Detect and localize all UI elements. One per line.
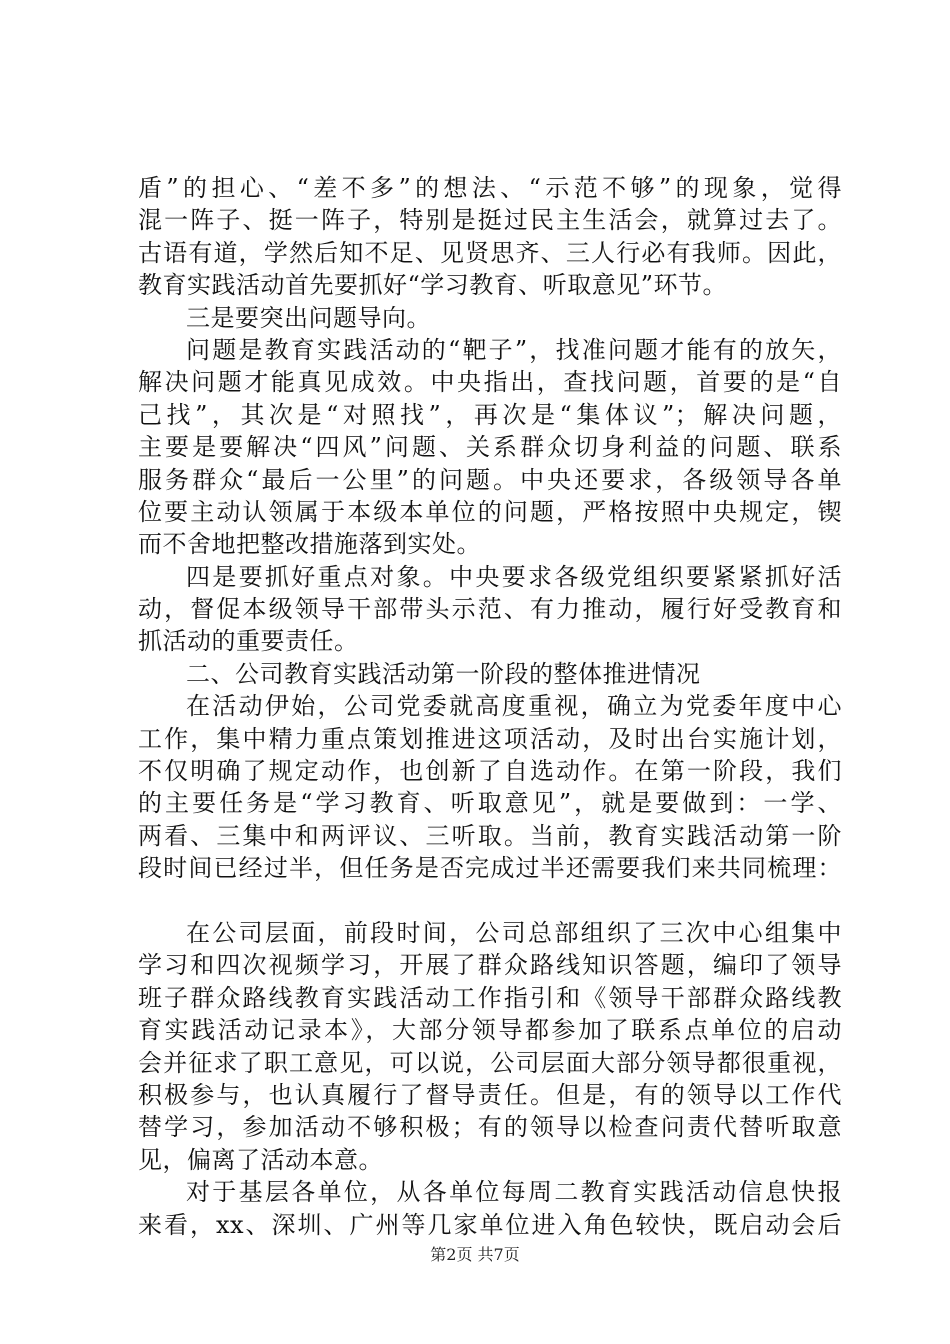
text-line: 己找”，其次是“对照找”，再次是“集体议”；解决问题， xyxy=(138,400,842,429)
text-line: 会并征求了职工意见，可以说，公司层面大部分领导都很重视， xyxy=(138,1048,842,1077)
document-body xyxy=(138,172,842,1241)
page-number-footer: 第2页 共7页 xyxy=(430,1245,520,1264)
text-line: 教育实践活动首先要抓好“学习教育、听取意见”环节。 xyxy=(138,271,728,300)
text-line: 积极参与，也认真履行了督导责任。但是，有的领导以工作代 xyxy=(138,1080,842,1109)
text-line: 替学习，参加活动不够积极；有的领导以检查问责代替听取意 xyxy=(138,1113,842,1142)
text-line: 不仅明确了规定动作，也创新了自选动作。在第一阶段，我们 xyxy=(138,757,842,786)
text-line: 班子群众路线教育实践活动工作指引和《领导干部群众路线教 xyxy=(138,983,842,1012)
text-line: 来看，xx、深圳、广州等几家单位进入角色较快，既启动会后 xyxy=(138,1210,842,1239)
text-line: 工作，集中精力重点策划推进这项活动，及时出台实施计划， xyxy=(138,724,842,753)
text-line: 问题是教育实践活动的“靶子”，找准问题才能有的放矢， xyxy=(186,335,842,364)
text-line: 主要是要解决“四风”问题、关系群众切身利益的问题、联系 xyxy=(138,433,842,462)
text-line: 而不舍地把整改措施落到实处。 xyxy=(138,530,481,559)
text-line: 育实践活动记录本》，大部分领导都参加了联系点单位的启动 xyxy=(138,1016,842,1045)
text-line: 见，偏离了活动本意。 xyxy=(138,1145,383,1174)
text-line: 在公司层面，前段时间，公司总部组织了三次中心组集中 xyxy=(186,918,842,947)
text-line: 盾”的担心、“差不多”的想法、“示范不够”的现象，觉得 xyxy=(138,174,842,202)
text-line: 对于基层各单位，从各单位每周二教育实践活动信息快报 xyxy=(186,1178,842,1207)
text-line: 学习和四次视频学习，开展了群众路线知识答题，编印了领导 xyxy=(138,951,842,980)
text-line: 混一阵子、挺一阵子，特别是挺过民主生活会，就算过去了。 xyxy=(138,206,842,235)
text-line: 段时间已经过半，但任务是否完成过半还需要我们来共同梳理： xyxy=(138,854,842,883)
text-line: 解决问题才能真见成效。中央指出，查找问题，首要的是“自 xyxy=(138,368,842,397)
text-line: 古语有道，学然后知不足、见贤思齐、三人行必有我师。因此， xyxy=(138,238,842,267)
text-line: 抓活动的重要责任。 xyxy=(138,627,359,656)
text-line: 位要主动认领属于本级本单位的问题，严格按照中央规定，锲 xyxy=(138,497,842,526)
text-line: 的主要任务是“学习教育、听取意见”，就是要做到：一学、 xyxy=(138,789,842,818)
text-line: 在活动伊始，公司党委就高度重视，确立为党委年度中心 xyxy=(186,692,842,721)
section-heading: 二、公司教育实践活动第一阶段的整体推进情况 xyxy=(186,659,701,688)
text-line: 四是要抓好重点对象。中央要求各级党组织要紧紧抓好活 xyxy=(186,562,842,591)
blank-line xyxy=(138,885,842,917)
text-line: 两看、三集中和两评议、三听取。当前，教育实践活动第一阶 xyxy=(138,821,842,850)
text-line: 服务群众“最后一公里”的问题。中央还要求，各级领导各单 xyxy=(138,465,842,494)
section-heading: 三是要突出问题导向。 xyxy=(186,303,431,332)
text-line: 动，督促本级领导干部带头示范、有力推动，履行好受教育和 xyxy=(138,595,842,624)
